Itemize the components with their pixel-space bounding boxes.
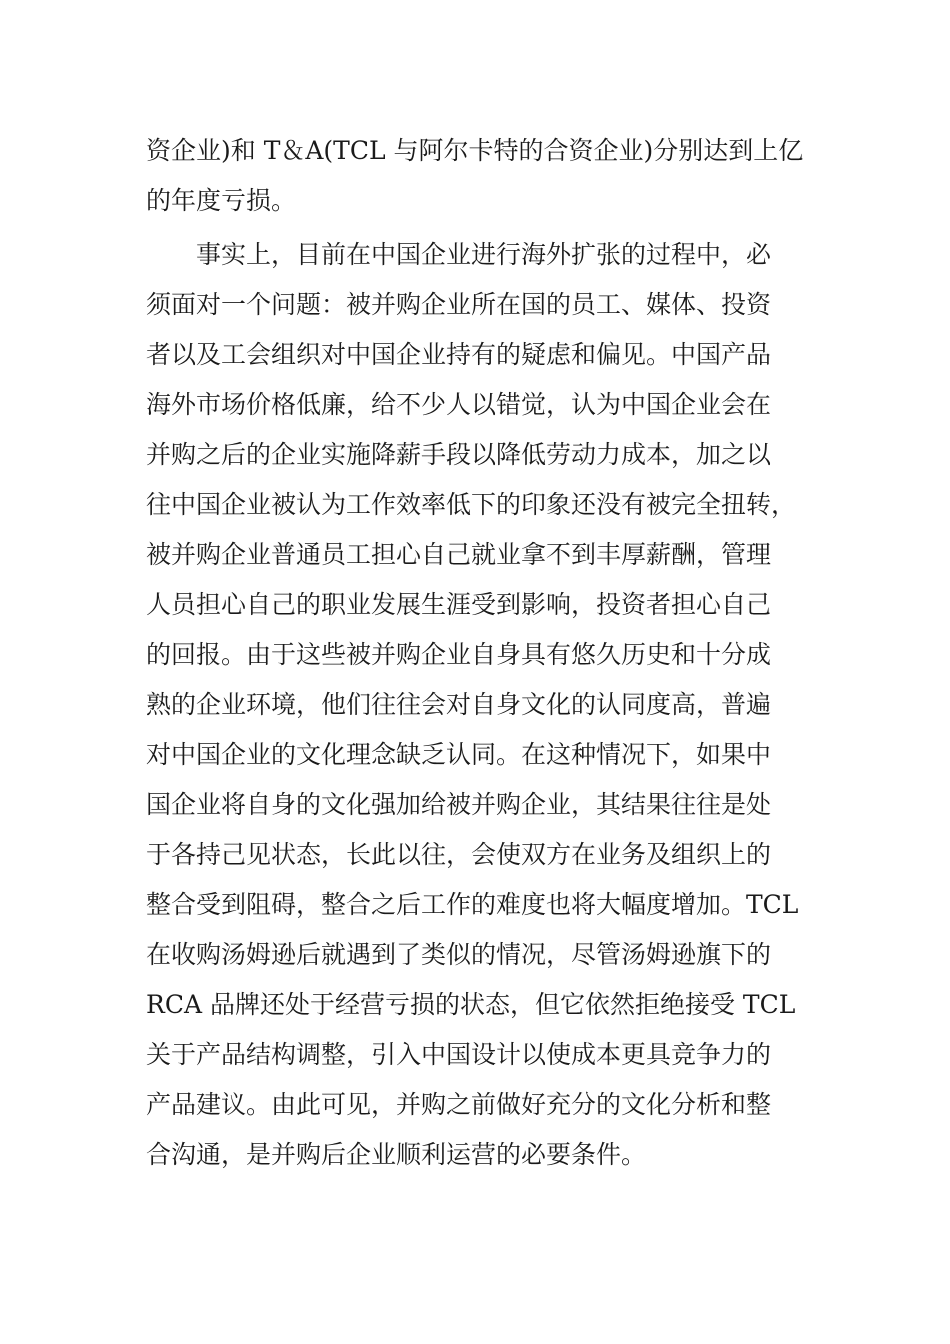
text-line: 并购之后的企业实施降薪手段以降低劳动力成本，加之以 [146, 440, 772, 469]
text-line: 合沟通，是并购后企业顺利运营的必要条件。 [146, 1140, 647, 1169]
text-line: 海外市场价格低廉，给不少人以错觉，认为中国企业会在 [146, 390, 772, 419]
text-line: RCA 品牌还处于经营亏损的状态，但它依然拒绝接受 TCL [146, 990, 796, 1019]
text-line: 于各持己见状态，长此以往，会使双方在业务及组织上的 [146, 840, 772, 869]
text-line: 资企业)和 T＆A(TCL 与阿尔卡特的合资企业)分别达到上亿 [146, 136, 804, 165]
text-line: 须面对一个问题：被并购企业所在国的员工、媒体、投资 [146, 290, 772, 319]
paragraph-1 [146, 126, 818, 226]
paragraph-2 [146, 230, 818, 1180]
text-line: 整合受到阻碍，整合之后工作的难度也将大幅度增加。TCL [146, 890, 799, 919]
text-line: 事实上，目前在中国企业进行海外扩张的过程中，必 [196, 240, 772, 269]
text-line: 在收购汤姆逊后就遇到了类似的情况，尽管汤姆逊旗下的 [146, 940, 772, 969]
text-line: 往中国企业被认为工作效率低下的印象还没有被完全扭转， [146, 490, 797, 519]
text-line: 对中国企业的文化理念缺乏认同。在这种情况下，如果中 [146, 740, 772, 769]
text-line: 者以及工会组织对中国企业持有的疑虑和偏见。中国产品 [146, 340, 772, 369]
text-line: 的回报。由于这些被并购企业自身具有悠久历史和十分成 [146, 640, 772, 669]
text-line: 国企业将自身的文化强加给被并购企业，其结果往往是处 [146, 790, 772, 819]
text-line: 熟的企业环境，他们往往会对自身文化的认同度高，普遍 [146, 690, 772, 719]
body-text [146, 126, 818, 1180]
text-line: 被并购企业普通员工担心自己就业拿不到丰厚薪酬，管理 [146, 540, 772, 569]
text-line: 的年度亏损。 [146, 186, 297, 215]
text-line: 关于产品结构调整，引入中国设计以使成本更具竞争力的 [146, 1040, 772, 1069]
text-line: 人员担心自己的职业发展生涯受到影响，投资者担心自己 [146, 590, 772, 619]
text-line: 产品建议。由此可见，并购之前做好充分的文化分析和整 [146, 1090, 772, 1119]
